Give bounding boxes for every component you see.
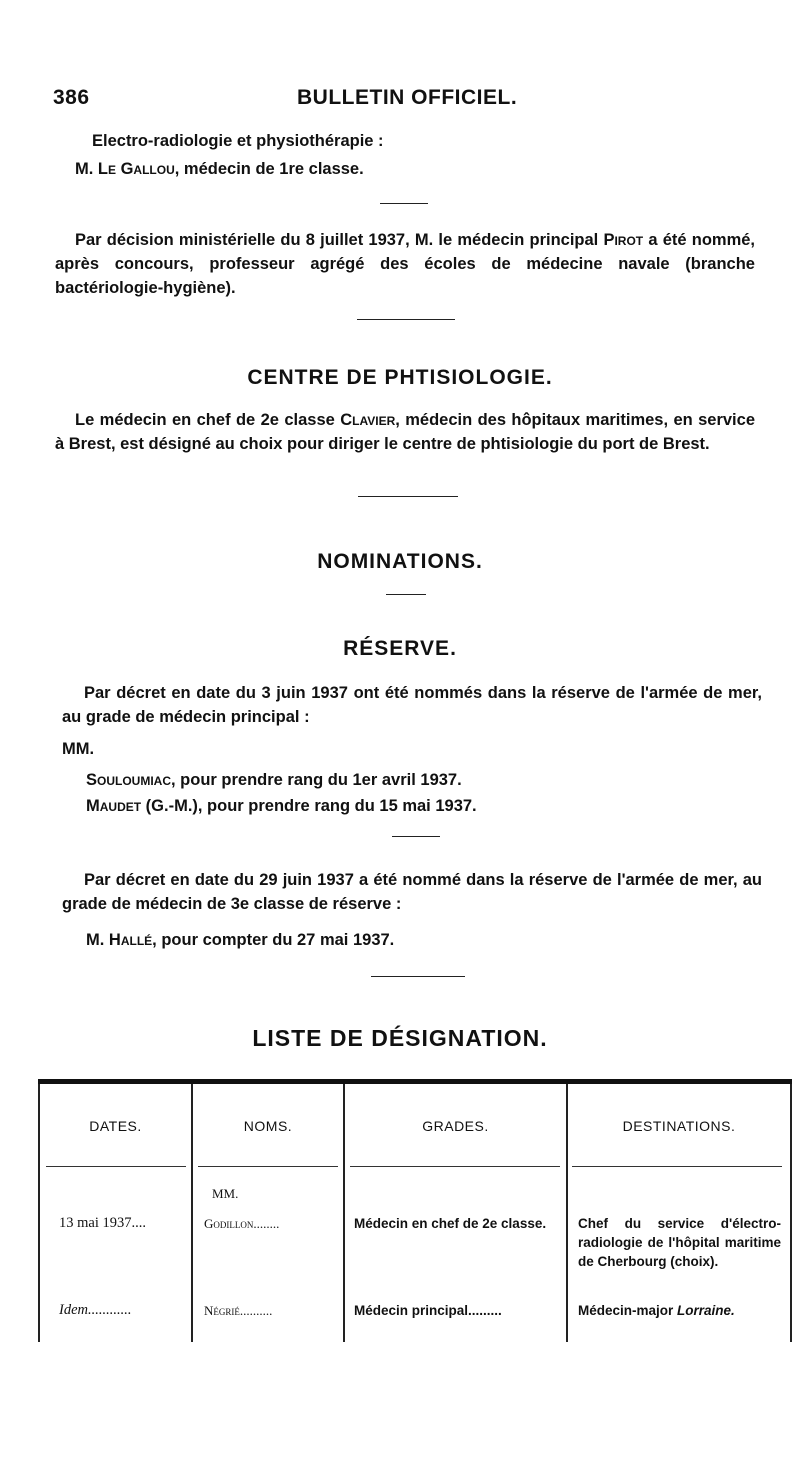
electro-entry: M. Le Gallou, médecin de 1re classe. — [75, 160, 364, 178]
divider — [371, 976, 465, 977]
divider — [358, 496, 458, 497]
reserve-subtitle: RÉSERVE. — [343, 637, 457, 660]
header-underline — [572, 1166, 782, 1167]
ship-name: Lorraine. — [677, 1303, 735, 1318]
table-border-right — [790, 1084, 792, 1342]
table-cell-name: Négrié.......... — [204, 1303, 273, 1318]
header-underline — [198, 1166, 338, 1167]
divider — [380, 203, 428, 204]
table-top-border — [38, 1079, 792, 1084]
column-header-destinations: DESTINATIONS. — [622, 1118, 736, 1134]
table-cell-date: 13 mai 1937.... — [59, 1215, 146, 1231]
table-cell-name: Godillon........ — [204, 1216, 280, 1231]
liste-title: LISTE DE DÉSIGNATION. — [252, 1025, 548, 1051]
header-underline — [350, 1166, 560, 1167]
running-title: BULLETIN OFFICIEL. — [297, 86, 518, 109]
divider — [386, 594, 426, 595]
nomination-entry: M. Hallé, pour compter du 27 mai 1937. — [86, 931, 395, 949]
person-name: Pirot — [603, 231, 644, 249]
table-cell-destination: Médecin-major Lorraine. — [578, 1303, 735, 1318]
person-name: Maudet — [86, 797, 142, 815]
person-name: Clavier — [340, 411, 396, 429]
centre-paragraph: Le médecin en chef de 2e classe Clavier, médecin des hôpitaux maritimes, en service à Brest, est désigné au choix pour diriger le centre de phtisiologie du port de Brest. — [55, 411, 755, 453]
mm-label: MM. — [62, 740, 95, 758]
column-header-grades: GRADES. — [422, 1118, 489, 1134]
nomination-entry: Maudet (G.-M.), pour prendre rang du 15 mai 1937. — [86, 797, 477, 815]
page-number: 386 — [53, 86, 90, 109]
column-header-noms: NOMS. — [243, 1118, 293, 1134]
centre-title: CENTRE DE PHTISIOLOGIE. — [247, 366, 553, 389]
nominations-title: NOMINATIONS. — [317, 550, 483, 573]
nomination-entry: Souloumiac, pour prendre rang du 1er avril 1937. — [86, 771, 462, 789]
electro-heading: Electro-radiologie et physiothérapie : — [92, 132, 384, 150]
person-name: Souloumiac — [86, 771, 171, 789]
column-header-dates: DATES. — [89, 1118, 142, 1134]
table-cell-destination: Chef du service d'électro-radiologie de l'hôpital maritime de Cherbourg (choix). — [578, 1216, 781, 1269]
person-name: Hallé — [108, 931, 153, 949]
person-name: Le Gallou — [97, 160, 175, 178]
header-underline — [46, 1166, 186, 1167]
pirot-paragraph: Par décision ministérielle du 8 juillet 1937, M. le médecin principal Pirot a été nommé, après concours, professeur agrégé des écoles de médecine navale (branche bactériologie-hygiène). — [55, 231, 756, 297]
table-cell-date: Idem............ — [59, 1302, 132, 1318]
divider — [357, 319, 455, 320]
table-cell-grade: Médecin principal......... — [354, 1303, 502, 1318]
mm-label: MM. — [212, 1186, 239, 1201]
decree-1: Par décret en date du 3 juin 1937 ont été nommés dans la réserve de l'armée de mer, au grade de médecin principal : — [62, 684, 762, 726]
decree-2: Par décret en date du 29 juin 1937 a été nommé dans la réserve de l'armée de mer, au grade de médecin de 3e classe de réserve : — [62, 871, 762, 913]
divider — [392, 836, 440, 837]
table-cell-grade: Médecin en chef de 2e classe. — [354, 1216, 547, 1231]
